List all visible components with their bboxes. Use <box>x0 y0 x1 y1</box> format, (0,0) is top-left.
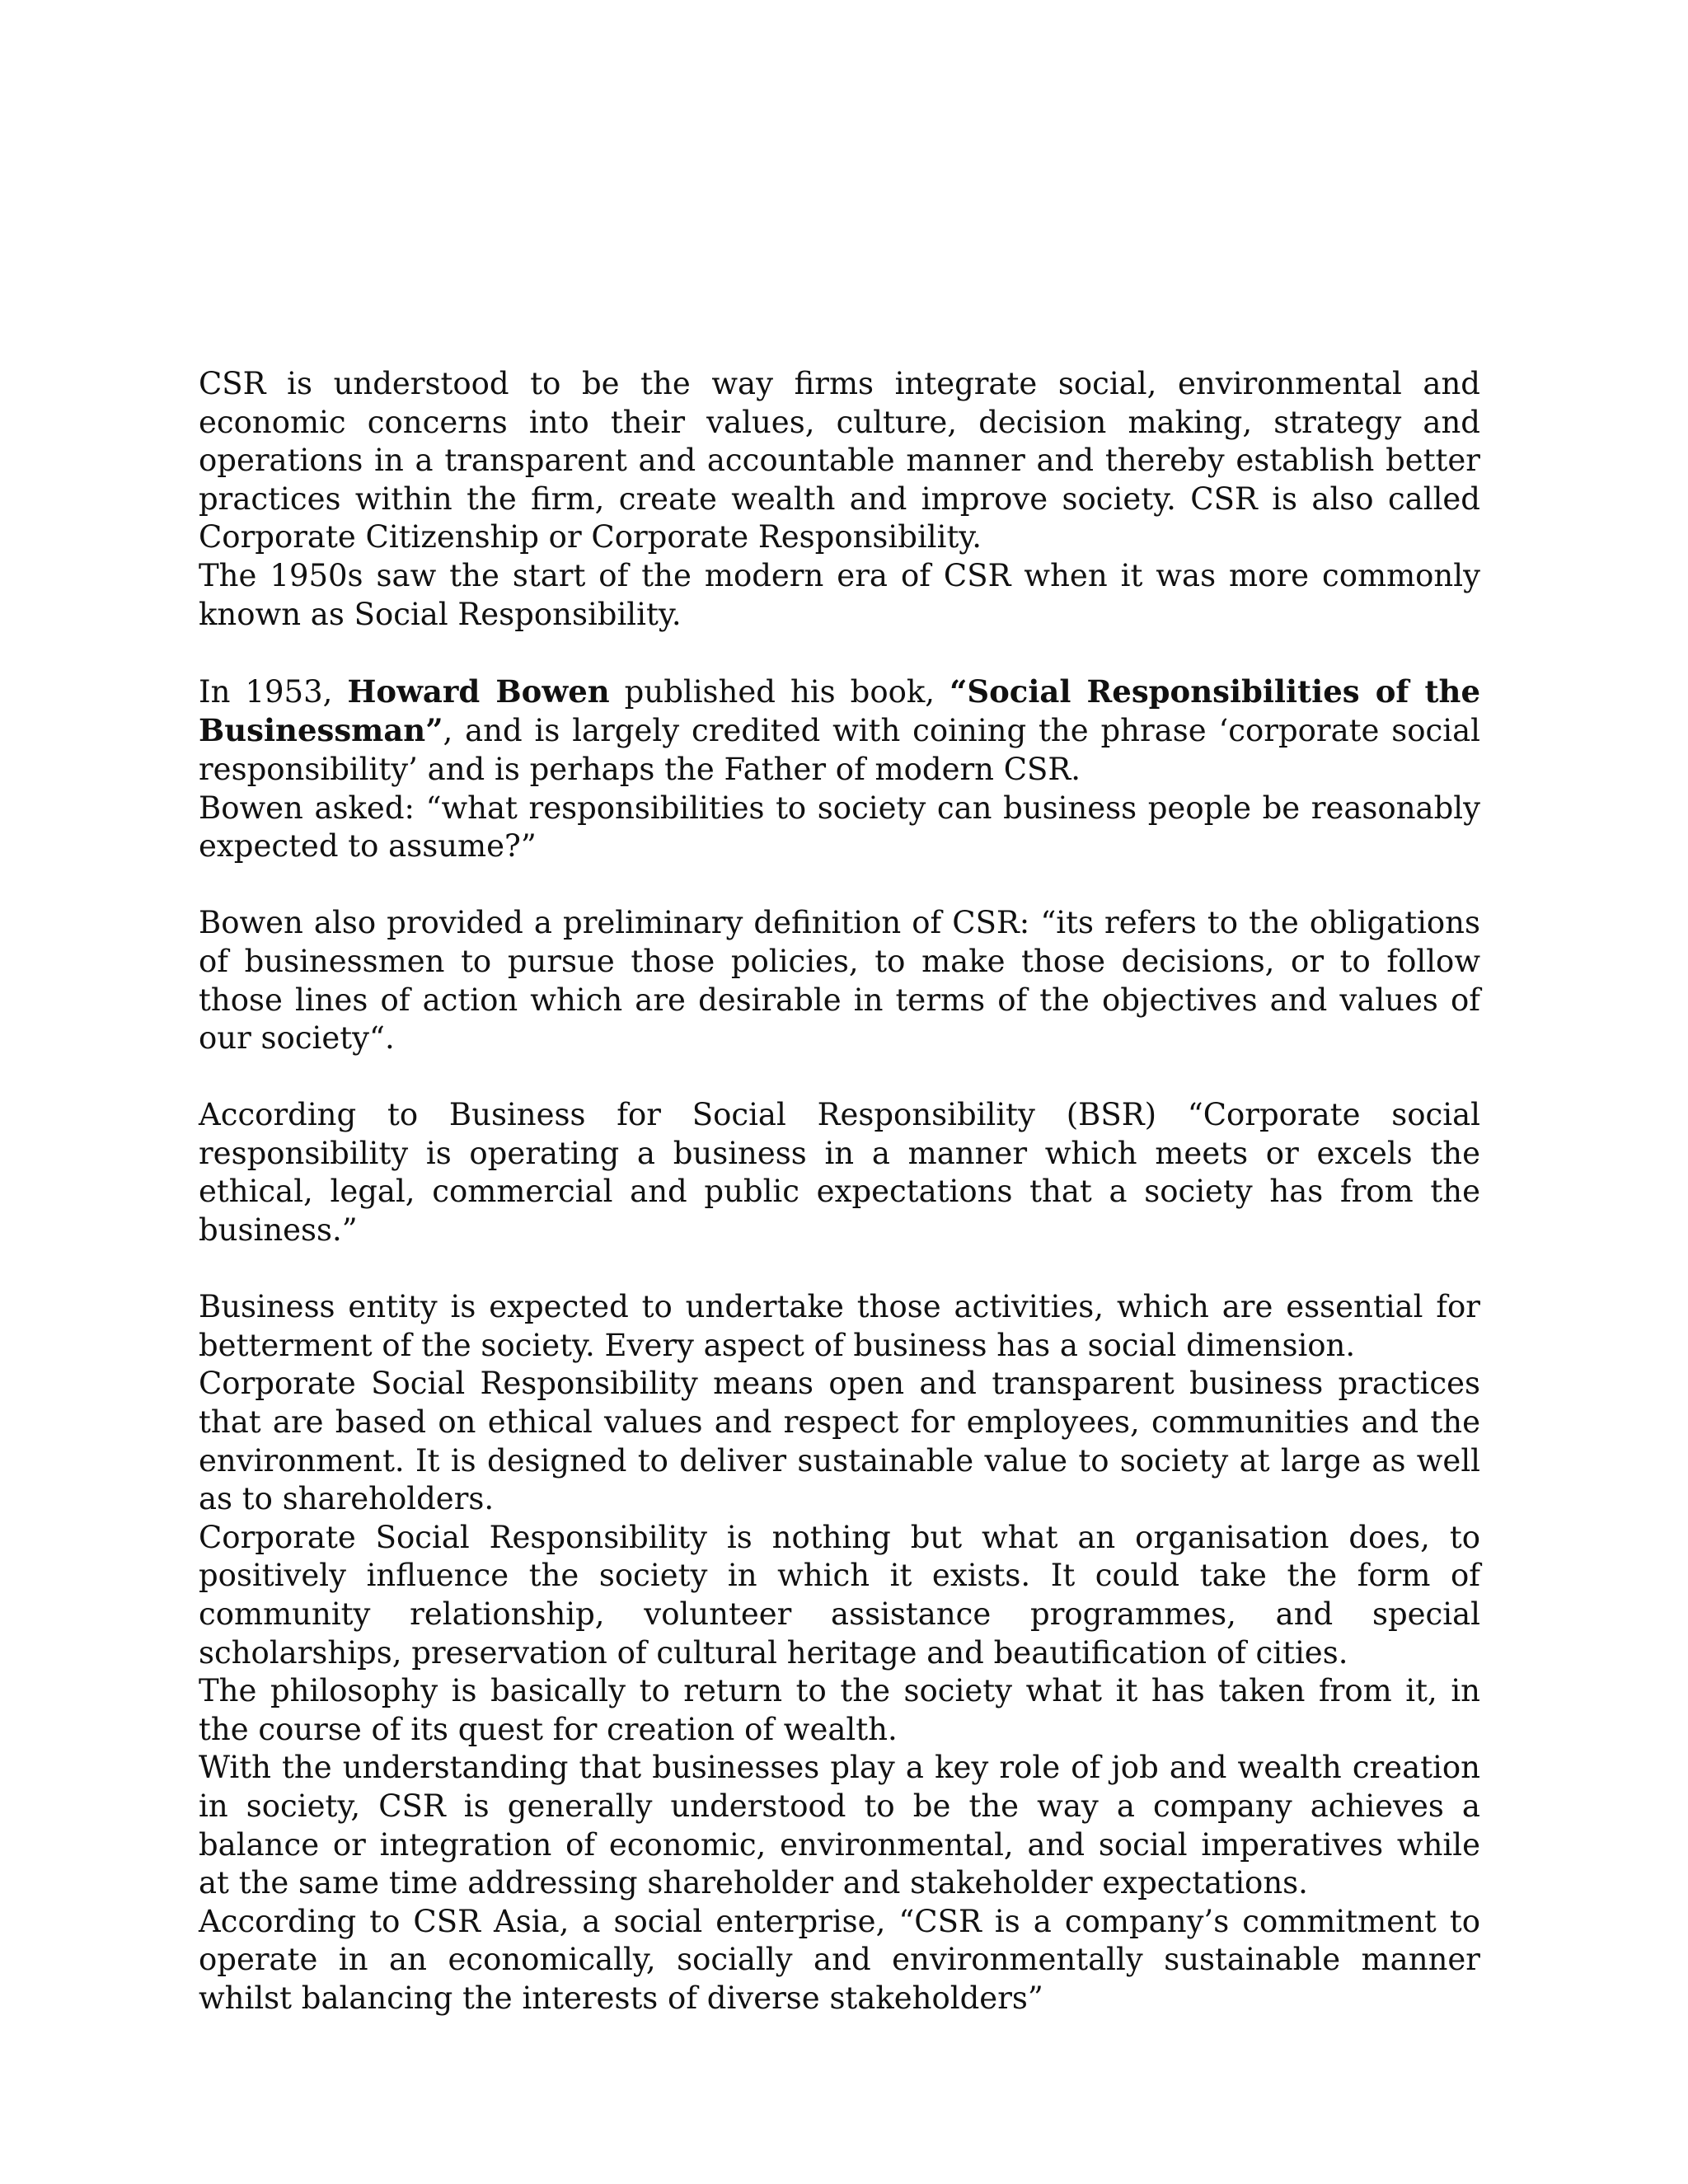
paragraph-open-transparent: Corporate Social Responsibility means open and transparent business practices that are based on ethical values and respect for employees, communities and the environment. It is designed to deliver sustainable value to society at large as well as to shareholders. <box>199 1366 1480 1517</box>
document-body <box>199 365 1480 2018</box>
paragraph-business-entity: Business entity is expected to undertake those activities, which are essential for betterment of the society. Every aspect of business has a social dimension. <box>199 1289 1480 1363</box>
paragraph-balance-integration: With the understanding that businesses play a key role of job and wealth creation in society, CSR is generally understood to be the way a company achieves a balance or integration of economic, environmental, and social imperatives while at the same time addressing shareholder and stakeholder expectations. <box>199 1750 1480 1901</box>
paragraph-spacer <box>199 1250 1480 1289</box>
paragraph-1950s: The 1950s saw the start of the modern era of CSR when it was more commonly known as Social Responsibility. <box>199 557 1480 632</box>
paragraph-bowen-definition: Bowen also provided a preliminary definition of CSR: “its refers to the obligations of businessmen to pursue those policies, to make those decisions, or to follow those lines of action which are desirable in terms of the objectives and values of our society“. <box>199 905 1480 1057</box>
paragraph-howard-bowen <box>199 673 1480 790</box>
bold-book-title: “Social Responsibilities of the Businessman” <box>199 673 1480 749</box>
paragraph-philosophy: The philosophy is basically to return to the society what it has taken from it, in the course of its quest for creation of wealth. <box>199 1673 1480 1747</box>
text-run: published his book, <box>609 673 950 710</box>
paragraph-bsr-definition: According to Business for Social Responsibility (BSR) “Corporate social responsibility is operating a business in a manner which meets or excels the ethical, legal, commercial and public expectations that a society has from the business.” <box>199 1097 1480 1249</box>
paragraph-csr-definition: CSR is understood to be the way firms integrate social, environmental and economic concerns into their values, culture, decision making, strategy and operations in a transparent and accountable manner and thereby establish better practices within the firm, create wealth and improve society. CSR is also called Corporate Citizenship or Corporate Responsibility. <box>199 366 1480 555</box>
bold-author-name: Howard Bowen <box>347 673 610 710</box>
paragraph-csr-asia: According to CSR Asia, a social enterprise, “CSR is a company’s commitment to operate in an economically, socially and environmentally sustainable manner whilst balancing the interests of diverse stakeholders” <box>199 1903 1480 2016</box>
paragraph-positive-influence: Corporate Social Responsibility is nothing but what an organisation does, to positively influence the society in which it exists. It could take the form of community relationship, volunteer assistance programmes, and special scholarships, preservation of cultural heritage and beautification of cities. <box>199 1519 1480 1671</box>
paragraph-spacer <box>199 866 1480 905</box>
paragraph-spacer <box>199 634 1480 673</box>
paragraph-spacer <box>199 1058 1480 1097</box>
text-run: In 1953, <box>199 673 348 710</box>
paragraph-bowen-question: Bowen asked: “what responsibilities to society can business people be reasonably expected to assume?” <box>199 790 1480 865</box>
text-run: , and is largely credited with coining the phrase ‘corporate social responsibility’ and is perhaps the Father of modern CSR. <box>199 713 1480 787</box>
